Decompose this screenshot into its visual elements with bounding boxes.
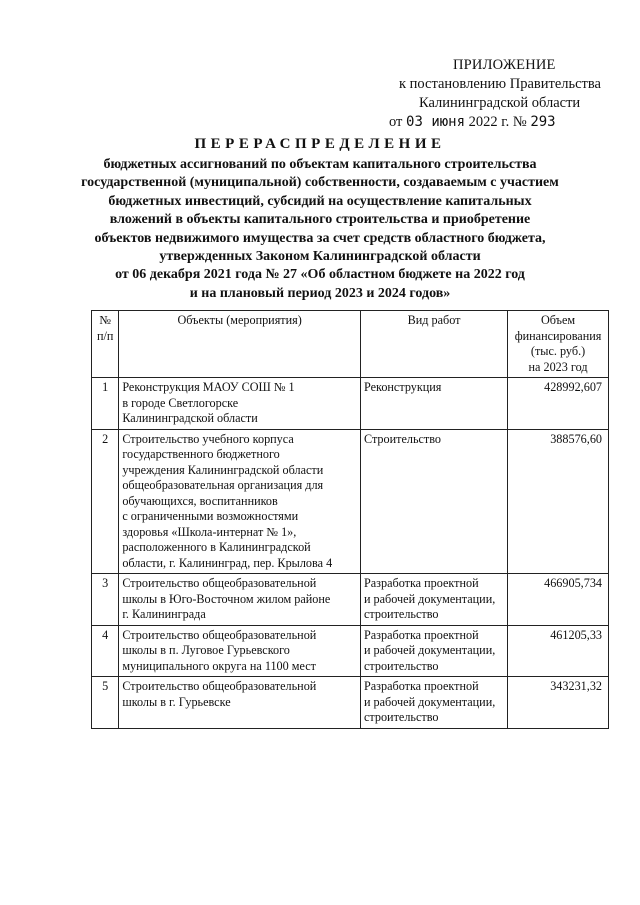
row-sum: 461205,33 [508,625,609,677]
row-num: 1 [92,378,119,430]
row-kind: Разработка проектной и рабочей документации, строительство [360,625,507,677]
row-kind: Разработка проектной и рабочей документации, строительство [360,677,507,729]
appendix-resolution-line: к постановлению Правительства [399,76,601,92]
row-num: 4 [92,625,119,677]
handwritten-number: 293 [530,114,556,130]
year-number-label: 2022 г. № [468,114,527,130]
row-kind: Реконструкция [360,378,507,430]
header-num: № п/п [92,311,119,378]
redistribution-table [91,310,609,729]
document-heading [70,136,570,303]
header-sum: Объем финансирования (тыс. руб.) на 2023 год [508,311,609,378]
table-row [92,429,609,574]
subtitle-line: объектов недвижимого имущества за счет средств областного бюджета, [94,230,546,246]
table-header-row [92,311,609,378]
table-row [92,625,609,677]
table-row [92,378,609,430]
appendix-region-line: Калининградской области [419,95,581,111]
table-row [92,574,609,626]
document-subtitle [70,156,570,303]
subtitle-line: вложений в объекты капитального строительства и приобретение [109,212,531,228]
row-kind: Разработка проектной и рабочей документации, строительство [360,574,507,626]
row-object: Строительство общеобразовательной школы в Юго-Восточном жилом районе г. Калининграда [119,574,361,626]
row-num: 5 [92,677,119,729]
row-object: Строительство учебного корпуса государственного бюджетного учреждения Калининградской области общеобразовательная организация для обучающихся, воспитанников с ограниченными возможностями здоровья «Школа-интернат № 1», расположенного в Калининградской области, г. Калининград, пер. Крылова 4 [119,429,361,574]
appendix-title: ПРИЛОЖЕНИЕ [453,57,556,73]
row-object: Строительство общеобразовательной школы в п. Луговое Гурьевского муниципального округа на 1100 мест [119,625,361,677]
date-prefix: от [389,114,403,130]
handwritten-date: 03 июня [406,114,466,130]
row-sum: 428992,607 [508,378,609,430]
subtitle-line: и на плановый период 2023 и 2024 годов» [189,285,451,301]
row-sum: 343231,32 [508,677,609,729]
header-kind: Вид работ [360,311,507,378]
row-object: Строительство общеобразовательной школы в г. Гурьевске [119,677,361,729]
subtitle-line: от 06 декабря 2021 года № 27 «Об областном бюджете на 2022 год [115,267,525,283]
subtitle-line: бюджетных инвестиций, субсидий на осуществление капитальных [108,193,532,209]
row-sum: 466905,734 [508,574,609,626]
row-kind: Строительство [360,429,507,574]
subtitle-line: бюджетных ассигнований по объектам капитального строительства [103,157,537,172]
appendix-block [385,56,615,132]
header-object: Объекты (мероприятия) [119,311,361,378]
table-row [92,677,609,729]
subtitle-line: утвержденных Законом Калининградской области [159,249,481,265]
row-object: Реконструкция МАОУ СОШ № 1 в городе Светлогорске Калининградской области [119,378,361,430]
row-num: 3 [92,574,119,626]
document-title: ПЕРЕРАСПРЕДЕЛЕНИЕ [194,136,446,152]
subtitle-line: государственной (муниципальной) собственности, создаваемым с участием [81,175,559,191]
appendix-date-line [385,113,615,132]
row-sum: 388576,60 [508,429,609,574]
row-num: 2 [92,429,119,574]
